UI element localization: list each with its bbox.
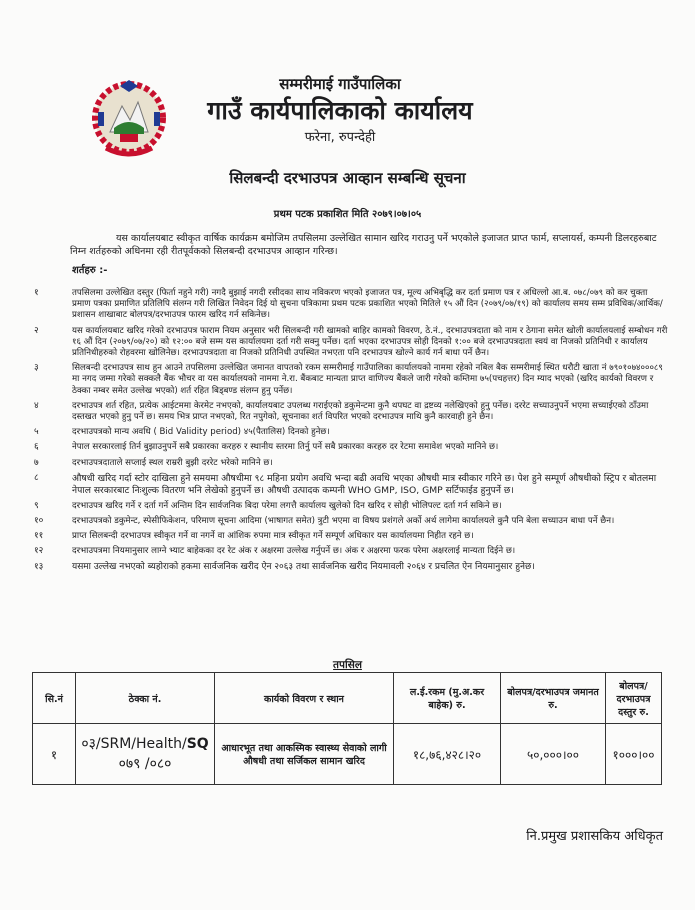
- col-header-estimate: ल.ई.रकम (मु.अ.कर बाहेक) रु.: [394, 673, 501, 724]
- condition-item: [20, 288, 668, 322]
- condition-number: ११: [34, 531, 44, 542]
- condition-text: प्राप्त सिलबन्दी दरभाउपत्र स्वीकृत गर्ने वा नगर्ने वा आंशिक रुपमा मात्र स्वीकृत गर्ने सम्पूर्ण अधिकार यस कार्यालयमा निहीत रहने छ।: [72, 531, 474, 542]
- condition-number: ३: [34, 363, 39, 374]
- condition-item: [20, 401, 668, 423]
- condition-item: [20, 531, 668, 542]
- condition-number: १३: [34, 561, 44, 572]
- condition-number: ५: [34, 427, 39, 438]
- condition-item: [20, 546, 668, 557]
- condition-item: [20, 562, 668, 573]
- condition-text: यसमा उल्लेख नभएको ब्यहोराको हकमा सार्वजनिक खरीद ऐन २०६३ तथा सार्वजनिक खरीद नियमावली २०६४ र प्रचलित ऐन नियमानुसार हुनेछ।: [72, 561, 535, 572]
- condition-text: दरभाउपत्रको डकुमेन्ट, स्पेसीफिकेशन, परिमाण सूचना आदिमा (भाषागत समेत) त्रुटी भएमा वा विषय प्रशंगले अर्को अर्थ लागेमा कार्यालयले कुनै पनि बेला सच्याउन बाधा पर्ने छैन।: [72, 516, 615, 527]
- cell-description: आधारभूत तथा आकस्मिक स्वास्थ्य सेवाको लागी औषधी तथा सर्जिकल सामान खरिद: [215, 724, 394, 785]
- intro-paragraph: यस कार्यालयबाट स्वीकृत वार्षिक कार्यक्रम बमोजिम तपसिलमा उल्लेखित सामान खरिद गराउनु पर्ने भएकोले इजाजत प्राप्त फार्म, सप्लायर्स, कम्पनी डिलरहरुबाट निम्न शर्तहरुको अधिनमा रही रीतपूर्वकको सिलबन्दी दरभाउपत्र आव्हान गरिन्छ।: [70, 233, 657, 257]
- cell-fee: १०००।००: [606, 724, 662, 785]
- col-header-sn: सि.नं: [33, 673, 76, 724]
- notice-subject: सिलबन्दी दरभाउपत्र आव्हान सम्बन्धि सूचना: [229, 169, 466, 187]
- condition-item: [20, 473, 668, 497]
- condition-number: १२: [34, 546, 44, 557]
- schedule-title: तपसिल: [333, 659, 362, 671]
- nepal-emblem-icon: [90, 76, 168, 158]
- condition-number: २: [34, 325, 39, 336]
- table-row: [33, 724, 662, 785]
- letterhead: [180, 74, 500, 148]
- condition-number: ६: [34, 442, 39, 453]
- col-header-description: कार्यको विवरण र स्थान: [215, 673, 394, 724]
- condition-item: [20, 516, 668, 527]
- condition-text: औषधी खरिद गर्दा स्टोर दाखिला हुने समयमा औषधीमा ९८ महिना प्रयोग अवधि भन्दा बढी अवधि भएका औषधी मात्र स्वीकार गरिने छ। पेश हुने सम्पूर्ण औषधीको स्ट्रिप र बोतलमा नेपाल सरकारबाट निःशुल्क वितरण भनि लेखेको हुनुपर्ने छ। औषधी उत्पादक कम्पनी WHO GMP, ISO, GMP सर्टिफाईड हुनुपर्ने छ।: [72, 472, 657, 496]
- condition-text: दरभाउपत्रमा नियमानुसार लाग्ने भ्याट बाहेकका दर रेट अंक र अक्षरमा उल्लेख गर्नुपर्ने छ। अंक र अक्षरमा फरक परेमा अक्षरलाई मान्यता दिईने छ।: [72, 546, 516, 557]
- condition-number: १: [34, 288, 39, 298]
- contract-part: ०७९ /०८०: [118, 756, 172, 772]
- schedule-table: [32, 672, 662, 785]
- publication-date: प्रथम पटक प्रकाशित मिति २०७९।०७।०५: [273, 209, 422, 220]
- condition-text: दरभाउपत्रको मान्य अवधि ( Bid Validity period) ४५(पैतालिस) दिनको हुनेछ।: [72, 427, 330, 438]
- condition-number: ७: [34, 457, 39, 468]
- cell-sn: १: [33, 724, 76, 785]
- condition-text: नेपाल सरकारलाई तिर्न बुझाउनुपर्ने सबै प्रकारका करहरु र स्थानीय स्तरमा तिर्नु पर्ने सबै प्रकारका करहरु दर रेटमा समावेश भएको मानिने छ।: [72, 442, 499, 453]
- table-header-row: [33, 673, 662, 724]
- condition-text: दरभाउपत्रदाताले सप्लाई स्थल राम्ररी बुझी दररेट भरेको मानिने छ।: [72, 457, 273, 468]
- contract-part: SQ: [186, 736, 209, 752]
- conditions-title: शर्तहरु :-: [72, 265, 108, 276]
- condition-item: [20, 326, 668, 360]
- condition-text: दरभाउपत्र शर्त रहित, प्रत्येक आईटममा केरमेट नभएको, कार्यालयबाट उपलब्ध गराईएको डकुमेन्टमा कुनै थपघट वा द्रष्टव्य नलेखिएको हुनु पर्नेछ। दररेट सच्याउनुपर्ने भएमा सच्याईएको ठाँउमा दस्तखत भएको हुनु पर्ने छ। समय भित्र प्राप्त नभएको, रित नपुगेको, सूचनाका शर्त विपरित भएको दरभाउपत्र माथि कुनै कारवाही हुने छैन।: [72, 400, 649, 423]
- signatory-title: नि.प्रमुख प्रशासकिय अधिकृत: [526, 829, 663, 844]
- condition-text: सिलबन्दी दरभाउपत्र साथ हुन आउने तपसिलमा उल्लेखित जमानत वापतको रकम सम्मरीमाई गाउँपालिका कार्यालयको नाममा रहेको नबिल बैक सम्मरीमाई स्थित धरौटी खाता नं ७९०१०७४०००८९ मा नगद जम्मा गरेको सक्कलै बैंक भौचर वा यस कार्यालयको नाममा ने.रा. बैंकबाट मान्यता प्राप्त वाणिज्य बैंकले जारी गरेको कम्तिमा ७५(पचहत्तर) दिन म्याद भएको (खरिद कार्यको विवरण र ठेक्का नम्बर समेत उल्लेख भएको) शर्त रहित बिड्बण्ड संलग्न हुनु पर्नेछ।: [72, 363, 663, 396]
- cell-estimate: १८,७६,४२८।२०: [394, 724, 501, 785]
- municipality-name: सम्मरीमाई गाउँपालिका: [279, 75, 401, 93]
- condition-number: ९: [34, 500, 39, 511]
- col-header-contract: ठेक्का नं.: [76, 673, 215, 724]
- condition-text: यस कार्यालयबाट खरिद गरेको दरभाउपत्र फाराम नियम अनुसार भरी सिलबन्दी गरी खामको बाहिर कामको विवरण, ठे.नं., दरभाउपत्रदाता को नाम र ठेगाना समेत खोली कार्यालयलाई सम्बोधन गरी १६ औं दिन (२०७९/०७/२०) को १२:०० बजे सम्म यस कार्यालयमा दर्ता गरी सक्नु पर्नेछ। दर्ता भएका दरभाउपत्र सोही दिनको १:०० बजे दरभाउपत्रदाता स्वयं वा निजको प्रतिनिधी र कार्यालय प्रतिनिधीहरुको रोहवरमा खोलिनेछ। दरभाउपत्रदाता वा निजको प्रतिनिधी उपस्थित नभएता पनि दरभाउपत्र खोल्ने कार्य गर्न बाधा पर्ने छैन।: [72, 325, 668, 359]
- condition-item: [20, 458, 668, 469]
- condition-number: ४: [34, 400, 39, 411]
- condition-text: दरभाउपत्र खरिद गर्ने र दर्ता गर्ने अन्तिम दिन सार्वजनिक बिदा परेमा लगत्तै कार्यालय खुलेको दिन खरिद र सोही भोलिपल्ट दर्ता गर्न सकिने छ।: [72, 500, 502, 511]
- office-name: गाउँ कार्यपालिकाको कार्यालय: [207, 96, 473, 125]
- condition-number: १०: [34, 516, 44, 527]
- contract-part: ०३/SRM/Health/: [81, 736, 187, 752]
- cell-bid-security: ५०,०००।००: [501, 724, 606, 785]
- col-header-fee: बोलपत्र/दरभाउपत्र दस्तुर रु.: [606, 673, 662, 724]
- conditions-list: [20, 288, 668, 577]
- condition-item: [20, 442, 668, 453]
- cell-contract: [76, 724, 215, 785]
- condition-item: [20, 427, 668, 438]
- condition-text: तपसिलमा उल्लेखित दस्तुर (फिर्ता नहुने गरी) नगदै बुझाई नगदी रसीदका साथ नविकरण भएको इजाजत पत्र, मूल्य अभिबृद्धि कर दर्ता प्रमाण पत्र र अधिल्लो आ.ब. ०७८/०७९ को कर चुक्ता प्रमाण पत्रका प्रमाणित प्रतिलिपि संलग्न गरी लिखित निवेदन दिई यो सुचना पत्रिकामा प्रथम पटक प्रकाशित भएको मितिले १५ औं दिन (२०७९/०७/१९) को कार्यालय समय सम्म प्रविधिक/आर्थिक/प्रशासन शाखाबाट बोलपत्र/दरभाउपत्र फारम खरिद गर्न सकिनेछ।: [72, 288, 663, 321]
- condition-item: [20, 363, 668, 397]
- col-header-bid-security: बोलपत्र/दरभाउपत्र जमानत रु.: [501, 673, 606, 724]
- office-address: फरेना, रुपन्देही: [304, 130, 376, 145]
- condition-item: [20, 501, 668, 512]
- condition-number: ८: [34, 472, 39, 483]
